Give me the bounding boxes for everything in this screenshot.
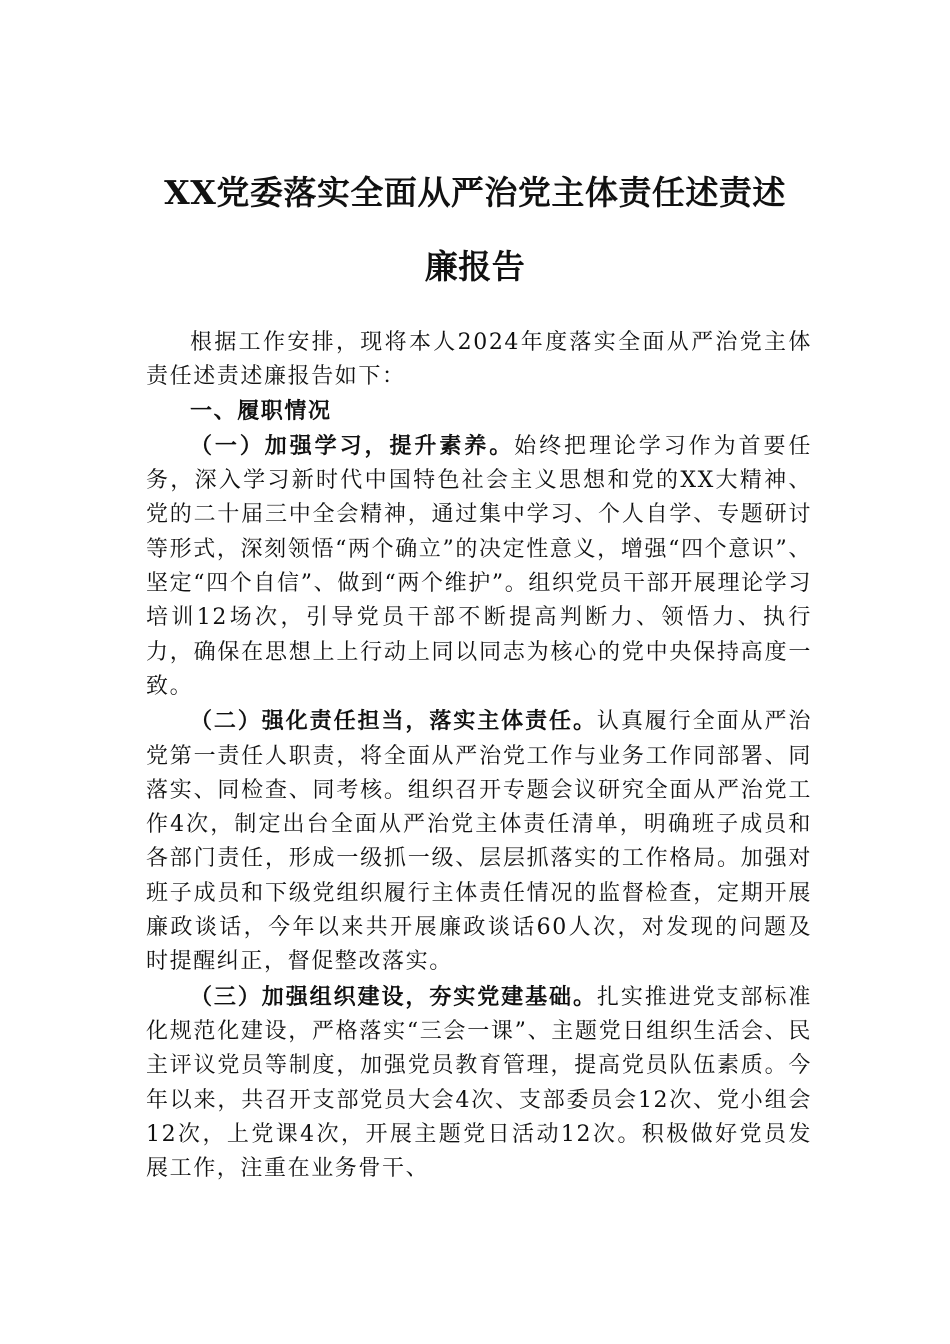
intro-paragraph: 根据工作安排，现将本人2024年度落实全面从严治党主体责任述责述廉报告如下： bbox=[146, 330, 812, 390]
paragraph-2-heading: （二）强化责任担当，落实主体责任。 bbox=[190, 708, 597, 735]
section-heading: 一、履职情况 bbox=[190, 398, 332, 424]
paragraph-3-text: 扎实推进党支部标准化规范化建设，严格落实“三会一课”、主题党日组织生活会、民主评议党员等制度，加强党员教育管理，提高党员队伍素质。今年以来，共召开支部党员大会4次、支部委员会12次、党小组会12次，上党课4次，开展主题党日活动12次。积极做好党员发展工作，注重在业务骨干、 bbox=[146, 984, 813, 1182]
document-title bbox=[120, 156, 830, 304]
paragraph-1 bbox=[146, 429, 812, 704]
document-body bbox=[146, 326, 812, 1186]
title-line-2: 廉报告 bbox=[424, 247, 526, 286]
paragraph-1-heading: （一）加强学习，提升素养。 bbox=[190, 432, 515, 459]
paragraph-2-text: 认真履行全面从严治党第一责任人职责，将全面从严治党工作与业务工作同部署、同落实、同检查、同考核。组织召开专题会议研究全面从严治党工作4次，制定出台全面从严治党主体责任清单，明确班子成员和各部门责任，形成一级抓一级、层层抓落实的工作格局。加强对班子成员和下级党组织履行主体责任情况的监督检查，定期开展廉政谈话，今年以来共开展廉政谈话60人次，对发现的问题及时提醒纠正，督促整改落实。 bbox=[146, 709, 813, 975]
title-line-1: XX党委落实全面从严治党主体责任述责述 bbox=[164, 173, 786, 212]
paragraph-2 bbox=[146, 704, 812, 979]
paragraph-3 bbox=[146, 980, 812, 1187]
paragraph-3-heading: （三）加强组织建设，夯实党建基础。 bbox=[190, 983, 597, 1010]
paragraph-1-text: 始终把理论学习作为首要任务，深入学习新时代中国特色社会主义思想和党的XX大精神、党的二十届三中全会精神，通过集中学习、个人自学、专题研讨等形式，深刻领悟“两个确立”的决定性意义，增强“四个意识”、坚定“四个自信”、做到“两个维护”。组织党员干部开展理论学习培训12场次，引导党员干部不断提高判断力、领悟力、执行力，确保在思想上上行动上同以同志为核心的党中央保持高度一致。 bbox=[146, 433, 813, 699]
